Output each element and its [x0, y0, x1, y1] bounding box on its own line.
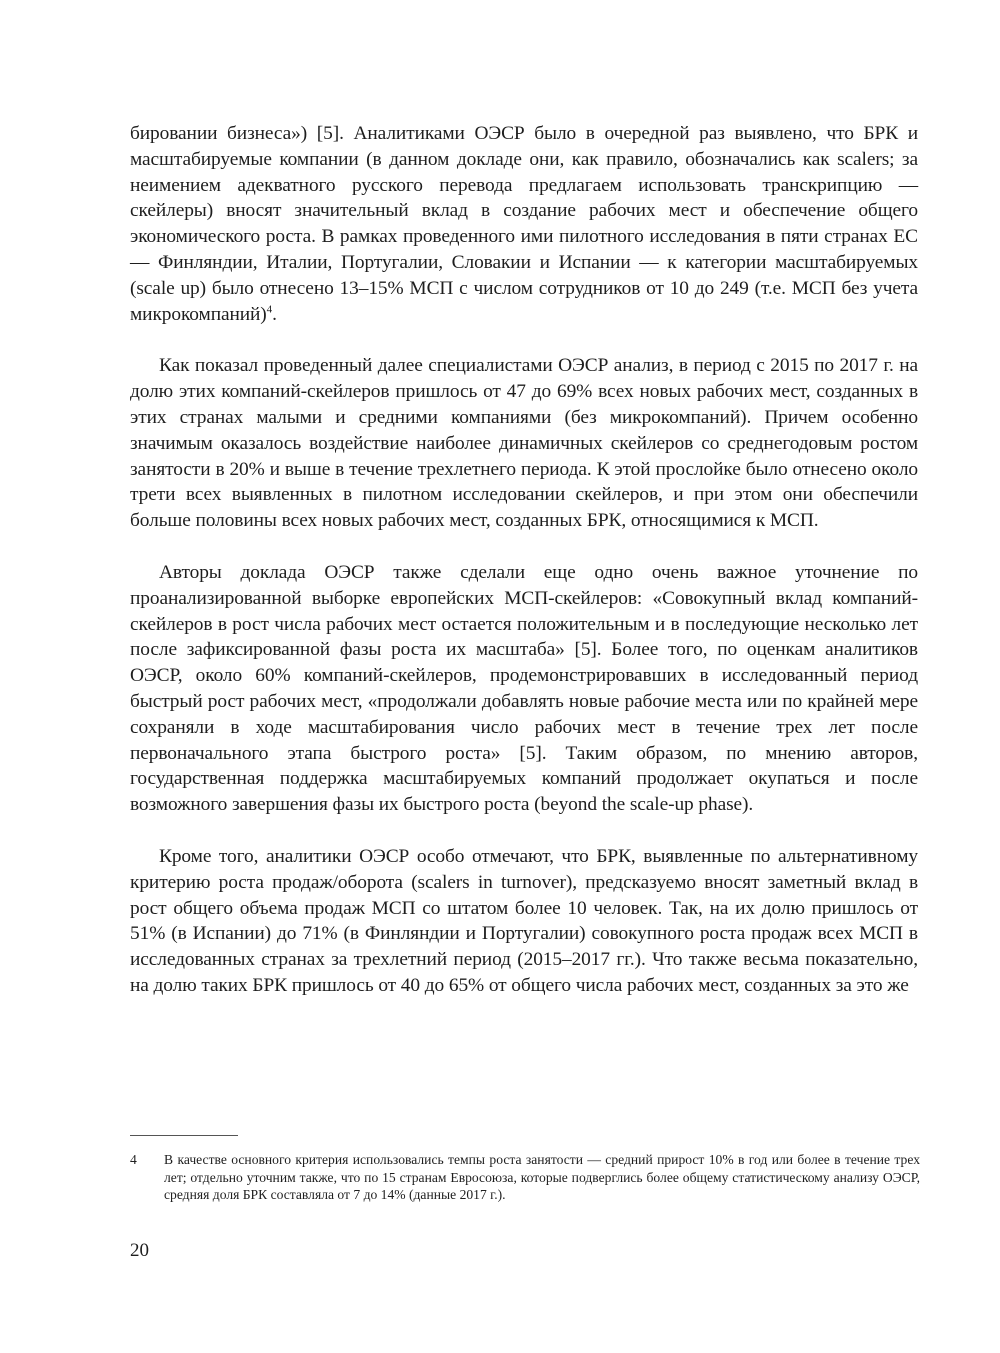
paragraph-4: Кроме того, аналитики ОЭСР особо отмечают, что БРК, выявленные по альтернативному критерию роста продаж/оборота (scalers in turnover), предсказуемо вносят заметный вклад в рост общего объема продаж МСП со штатом более 10 человек. Так, на их долю пришлось от 51% (в Испании) до 71% (в Финляндии и Португалии) совокупного роста продаж всех МСП в исследованных странах за трехлетний период (2015–2017 гг.). Что также весьма показательно, на долю таких БРК пришлось от 40 до 65% от общего числа рабочих мест, созданных за это же	[130, 845, 918, 996]
footnote-number: 4	[130, 1152, 137, 1167]
paragraph-2: Как показал проведенный далее специалистами ОЭСР анализ, в период с 2015 по 2017 г. на долю этих компаний-скейлеров пришлось от 47 до 69% всех новых рабочих мест, созданных в этих странах малыми и средними компаниями (без микрокомпаний). Причем особенно значимым оказалось воздействие наиболее динамичных скейлеров со среднегодовым ростом занятости в 20% и выше в течение трехлетнего периода. К этой прослойке было отнесено около трети всех выявленных в пилотном исследовании скейлеров, и при этом они обеспечили больше половины всех новых рабочих мест, созданных БРК, относящимися к МСП.	[130, 355, 918, 532]
paragraph-3: Авторы доклада ОЭСР также сделали еще одно очень важное уточнение по проанализированной выборке европейских МСП-скейлеров: «Совокупный вклад компаний-скейлеров в рост числа рабочих мест остается положительным и в последующие несколько лет после зафиксированной фазы роста их масштаба» [5]. Более того, по оценкам аналитиков ОЭСР, около 60% компаний-скейлеров, продемонстрировавших в исследованный период быстрый рост рабочих мест, «продолжали добавлять новые рабочие места или по крайней мере сохраняли в ходе масштабирования число рабочих мест в течение трех лет после первоначального этапа быстрого роста» [5]. Таким образом, по мнению авторов, государственная поддержка масштабируемых компаний продолжает окупаться и после возможного завершения фазы их быстрого роста (beyond the scale-up phase).	[130, 561, 918, 816]
footnote-divider	[130, 1135, 238, 1136]
footnote	[130, 1151, 920, 1204]
paragraph-gap	[130, 534, 918, 560]
paragraph-1	[130, 121, 918, 327]
paragraph-gap	[130, 327, 918, 353]
paragraph-1-text: бировании бизнеса») [5]. Аналитиками ОЭСР было в очередной раз выявлено, что БРК и масштабируемые компании (в данном докладе они, как правило, обозначались как scalers; за неимением адекватного русского перевода предлагаем использовать транскрипцию — скейлеры) вносят значительный вклад в создание рабочих мест и обеспечение общего экономического роста. В рамках проведенного ими пилотного исследования в пяти странах ЕС — Финляндии, Италии, Португалии, Словакии и Испании — к категории масштабируемых (scale up) было отнесено 13–15% МСП с числом сотрудников от 10 до 249 (т.е. МСП без учета микрокомпаний)	[130, 123, 918, 325]
paragraph-1-tail: .	[272, 303, 277, 325]
footnote-text: В качестве основного критерия использовались темпы роста занятости — средний прирост 10% в год или более в течение трех лет; отдельно уточним также, что по 15 странам Евросоюза, которые подверглись более общему статистическому анализу ОЭСР, средняя доля БРК составляла от 7 до 14% (данные 2017 г.).	[164, 1152, 920, 1203]
page-body	[130, 121, 918, 999]
page-number: 20	[130, 1240, 149, 1261]
paragraph-gap	[130, 818, 918, 844]
footnote-reference[interactable]: 4	[266, 303, 273, 316]
